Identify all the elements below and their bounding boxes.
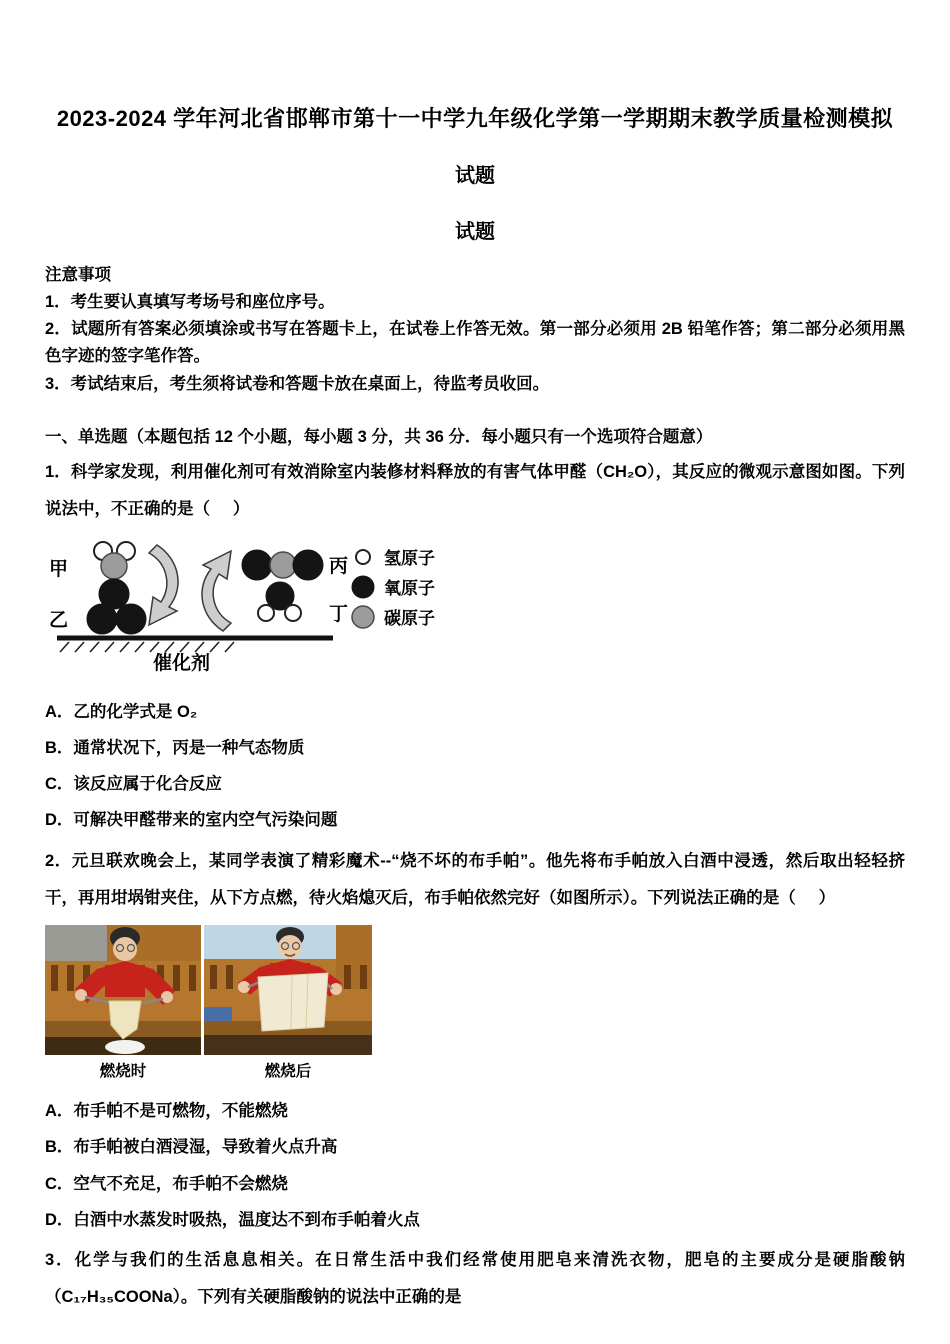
hydrogen-atom-icon <box>258 605 274 621</box>
caption-after-burning: 燃烧后 <box>264 1062 312 1080</box>
caption-during-burning: 燃烧时 <box>99 1062 147 1080</box>
molecule-jia <box>49 542 135 609</box>
notice-heading: 注意事项 <box>45 265 111 284</box>
section1-heading: 一、单选题（本题包括 12 个小题，每小题 3 分，共 36 分．每小题只有一个选项符合题意） <box>45 427 713 446</box>
atom-legend <box>352 548 435 628</box>
notice-item-1: 1．考生要认真填写考场号和座位序号。 <box>45 293 335 312</box>
notice-item-3: 3．考试结束后，考生须将试卷和答题卡放在桌面上，待监考员收回。 <box>45 374 550 393</box>
q1-reaction-figure <box>45 535 905 682</box>
molecule-yi <box>49 604 146 634</box>
molecule-ding-label: 丁 <box>329 603 349 625</box>
reaction-arrow-left-icon <box>149 545 178 625</box>
notice-section <box>45 262 905 398</box>
reaction-arrow-right-icon <box>202 551 231 631</box>
catalyst-surface <box>57 638 333 674</box>
q1-options <box>45 694 905 839</box>
q2-option-b: B．布手帕被白酒浸湿，导致着火点升高 <box>45 1138 338 1157</box>
q2-option-a: A．布手帕不是可燃物，不能燃烧 <box>45 1101 288 1120</box>
q2-option-c: C．空气不充足，布手帕不会燃烧 <box>45 1174 288 1193</box>
q3-stem: 3．化学与我们的生活息息相关。在日常生活中我们经常使用肥皂来清洗衣物，肥皂的主要成分是硬脂酸钠（C₁₇H₃₅COONa）。下列有关硬脂酸钠的说法中正确的是 <box>45 1251 905 1307</box>
oxygen-atom-icon <box>352 576 374 598</box>
legend-oxygen-label: 氧原子 <box>384 578 435 598</box>
oxygen-atom-icon <box>293 550 323 580</box>
carbon-atom-icon <box>101 553 127 579</box>
q1-stem: 1．科学家发现，利用催化剂可有效消除室内装修材料释放的有害气体甲醛（CH₂O），其反应的微观示意图如图。下列说法中，不正确的是（ ） <box>45 463 905 519</box>
molecule-bing-label: 丙 <box>329 555 349 577</box>
q1-option-b: B．通常状况下，丙是一种气态物质 <box>45 738 305 757</box>
hydrogen-atom-icon <box>285 605 301 621</box>
page-subtitle: 试题 <box>455 220 495 243</box>
q1-option-a: A．乙的化学式是 O₂ <box>45 702 198 721</box>
q1-option-d: D．可解决甲醛带来的室内空气污染问题 <box>45 811 338 830</box>
legend-hydrogen-label: 氢原子 <box>384 548 435 568</box>
q1-option-c: C．该反应属于化合反应 <box>45 775 222 794</box>
q2-options <box>45 1093 905 1238</box>
hydrogen-atom-icon <box>356 550 370 564</box>
molecule-ding <box>258 582 348 625</box>
carbon-atom-icon <box>270 552 296 578</box>
carbon-atom-icon <box>352 606 374 628</box>
oxygen-atom-icon <box>87 604 117 634</box>
molecule-yi-label: 乙 <box>49 609 69 631</box>
q2-stem: 2．元旦联欢晚会上，某同学表演了精彩魔术--“烧不坏的布手帕”。他先将布手帕放入白酒中浸透，然后取出轻轻挤干，再用坩埚钳夹住，从下方点燃，待火焰熄灭后，布手帕依然完好（如图所示）。下列说法正确的是（ ） <box>45 851 905 907</box>
q2-photos-figure <box>45 925 905 1081</box>
page-title-line2: 试题 <box>455 164 495 187</box>
page-title: 2023-2024 学年河北省邯郸市第十一中学九年级化学第一学期期末教学质量检测模拟 <box>56 106 894 131</box>
photo-after-burning <box>204 925 372 1055</box>
notice-item-2: 2．试题所有答案必须填涂或书写在答题卡上，在试卷上作答无效。第一部分必须用 2B 铅笔作答；第二部分必须用黑色字迹的签字笔作答。 <box>45 320 905 366</box>
oxygen-atom-icon <box>242 550 272 580</box>
photo-during-burning <box>45 925 201 1055</box>
molecule-jia-label: 甲 <box>49 558 69 580</box>
molecule-bing <box>242 550 348 580</box>
q2-option-d: D．白酒中水蒸发时吸热，温度达不到布手帕着火点 <box>45 1210 420 1229</box>
reaction-micro-diagram <box>45 535 475 677</box>
surface-hatching <box>60 642 234 652</box>
oxygen-atom-icon <box>116 604 146 634</box>
catalyst-label: 催化剂 <box>153 652 211 674</box>
legend-carbon-label: 碳原子 <box>384 608 435 628</box>
